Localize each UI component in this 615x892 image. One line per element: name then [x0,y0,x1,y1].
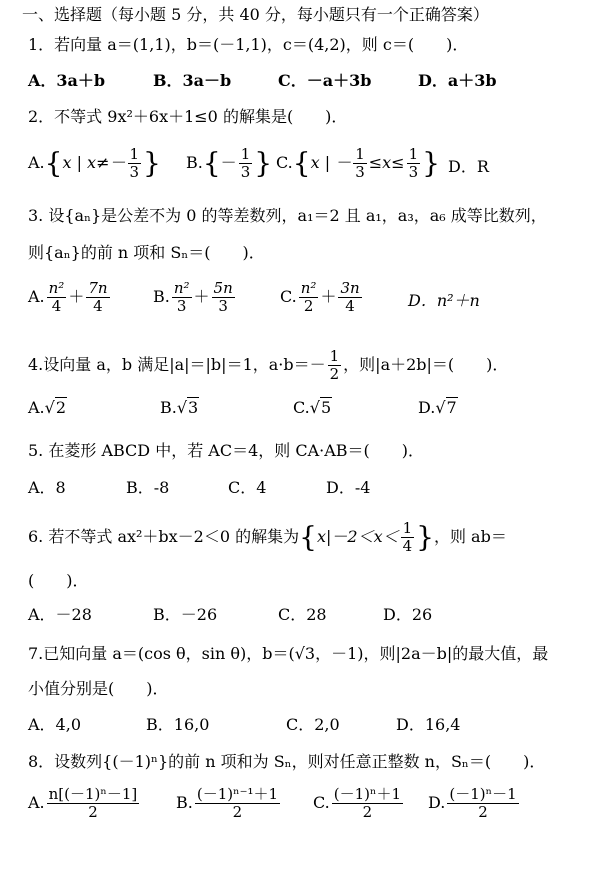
q3-option-b: B. $\frac{\text{n²}}{3}$ ＋ $\frac{5n}{3}$ [153,279,233,315]
q2-option-d: D．R [448,157,489,176]
q6-den: 4 [402,537,413,555]
q8-a-num: n[(－1)ⁿ－1] [48,785,138,803]
q8-b-num: (－1)ⁿ⁻¹＋1 [196,785,279,803]
section-header: 一、选择题（每小题 5 分，共 40 分，每小题只有一个正确答案） [22,5,489,24]
q2-c-num1: 1 [355,145,365,163]
q3-b-label: B. [153,287,170,306]
q8-c-den: 2 [362,803,373,821]
q2-option-c: C.{x | － $\frac{1}{3}$ ≤x≤ $\frac{1}{3}$ } [276,145,440,181]
q2-c-den1: 3 [355,163,365,181]
q2-a-num: 1 [129,145,140,163]
q4-option-d: D.√7 [418,398,457,417]
q6-set: x|－2＜x＜ [316,527,399,546]
q2-c-den2: 3 [408,163,419,181]
q2-a-den: 3 [129,163,140,181]
q2-b-label: B. [186,153,203,172]
q3-a-d2: 4 [93,297,103,315]
q3-option-d: D．n²＋n [408,291,480,310]
q5-option-b: B．-8 [126,478,170,497]
q3-a-d1: 4 [51,297,62,315]
q8-option-b [176,786,282,821]
q8-d-den: 2 [478,803,488,821]
q2-c-set: x | － [310,153,352,172]
q3-b-d1: 3 [176,297,187,315]
q4-stem-num: 1 [329,347,340,365]
q4-d-label: D. [418,398,436,417]
q7-stem-line2: 小值分别是( )． [28,679,169,698]
q4-stem-pre: 4.设向量 a，b 满足|a|＝|b|＝1，a·b＝－ [28,355,326,374]
q2-c-mid: ≤x≤ [368,153,405,172]
q3-stem-line1: 3. 设{aₙ}是公差不为 0 的等差数列，a₁＝2 且 a₁，a₃，a₆ 成等比数列， [28,206,547,225]
q1-options [28,70,605,92]
q4-stem-post: ，则|a＋2b|＝( )． [343,355,509,374]
q7-option-b: B．16,0 [146,715,210,734]
q8-option-d [428,786,521,821]
q8-a-label: A. [28,793,45,812]
q8-stem: 8．设数列{(－1)ⁿ}的前 n 项和为 Sₙ，则对任意正整数 n，Sₙ＝( )． [28,752,546,771]
q4-d-radicand: 7 [446,398,457,417]
q5-options [28,477,605,499]
q2-b-den: 3 [240,163,251,181]
q4-option-b: B.√3 [160,398,199,417]
q8-b-den: 2 [232,803,243,821]
q2-option-b: B.{－ $\frac{1}{3}$ } [186,145,273,181]
q1-option-a: A．3a＋b [28,71,106,90]
q5-option-a: A．8 [28,478,66,497]
q3-stem-line2: 则{aₙ}的前 n 项和 Sₙ＝( )． [28,243,265,262]
q8-b-label: B. [176,793,193,812]
q3-a-n2: 7n [88,279,108,297]
q4-option-c: C.√5 [293,398,332,417]
q4-stem-den: 2 [329,365,340,383]
q3-b-n2: 5n [213,279,233,297]
q7-option-a: A．4,0 [28,715,82,734]
q4-b-radicand: 3 [188,398,199,417]
q6-option-c: C．28 [278,605,327,624]
q7-options [28,714,605,736]
q2-b-num: 1 [240,145,251,163]
q6-options [28,604,605,626]
q5-stem: 5. 在菱形 ABCD 中，若 AC＝4，则 CA·AB＝( )． [28,441,425,460]
q1-option-d: D．a＋3b [418,71,497,90]
q3-options [28,280,605,324]
q7-stem-line1: 7.已知向量 a＝(cos θ，sin θ)，b＝(√3，－1)，则|2a－b|的最大值，最 [28,644,549,663]
q2-b-set: － [220,153,237,172]
q3-b-n1: n² [173,279,190,297]
q1-option-b: B．3a－b [153,71,232,90]
q3-c-n2: 3n [340,279,360,297]
q6-stem-line2: ( )． [28,571,89,590]
q6-stem-pre: 6. 若不等式 ax²＋bx－2＜0 的解集为 [28,527,300,546]
q4-stem [28,348,508,383]
q2-stem: 2．不等式 9x²＋6x＋1≤0 的解集是( )． [28,107,348,126]
q7-option-c: C．2,0 [286,715,340,734]
q2-a-set: x | x≠－ [62,153,126,172]
q6-stem-post: ，则 ab＝ [433,527,507,546]
q8-option-c [313,786,405,821]
q6-option-b: B．－26 [153,605,218,624]
q4-c-label: C. [293,398,310,417]
q4-a-label: A. [28,398,45,417]
q8-a-den: 2 [88,803,98,821]
q2-option-a: A.{x | x≠－ $\frac{1}{3}$ } [28,145,161,181]
q3-a-n1: n² [48,279,65,297]
q1-option-c: C．－a＋3b [278,71,372,90]
q8-d-label: D. [428,793,446,812]
q2-c-label: C. [276,153,293,172]
q1-stem: 1．若向量 a＝(1,1)，b＝(－1,1)，c＝(4,2)，则 c＝( )． [28,35,469,54]
q6-stem: 6. 若不等式 ax²＋bx－2＜0 的解集为{x|－2＜x＜ $\frac{1}{4}$ }，则 ab＝ [28,519,507,555]
q6-option-d: D．26 [383,605,433,624]
q2-options [28,146,605,190]
q8-d-num: (－1)ⁿ－1 [449,785,517,803]
q3-option-c: C. $\frac{\text{n²}}{2}$ ＋ $\frac{3n}{4}$ [280,279,360,315]
q8-option-a [28,786,141,821]
q3-c-d2: 4 [345,297,355,315]
q8-c-num: (－1)ⁿ＋1 [333,785,402,803]
q5-option-d: D．-4 [326,478,371,497]
q3-c-n1: n² [300,279,317,297]
q3-c-d1: 2 [303,297,314,315]
q3-a-label: A. [28,287,45,306]
q3-option-a: A. $\frac{\text{n²}}{4}$ ＋ $\frac{7n}{4}$ [28,279,108,315]
q2-a-label: A. [28,153,45,172]
q8-options [28,786,605,830]
q6-option-a: A．－28 [28,605,92,624]
q3-b-d2: 3 [218,297,228,315]
q4-a-radicand: 2 [55,398,67,417]
q2-c-num2: 1 [408,145,419,163]
q5-option-c: C．4 [228,478,267,497]
q4-option-a: A.√2 [28,398,67,417]
q4-options [28,397,605,419]
q3-c-label: C. [280,287,297,306]
q4-c-radicand: 5 [320,398,332,417]
q7-option-d: D．16,4 [396,715,461,734]
q8-c-label: C. [313,793,330,812]
q4-b-label: B. [160,398,177,417]
q6-num: 1 [402,519,413,537]
